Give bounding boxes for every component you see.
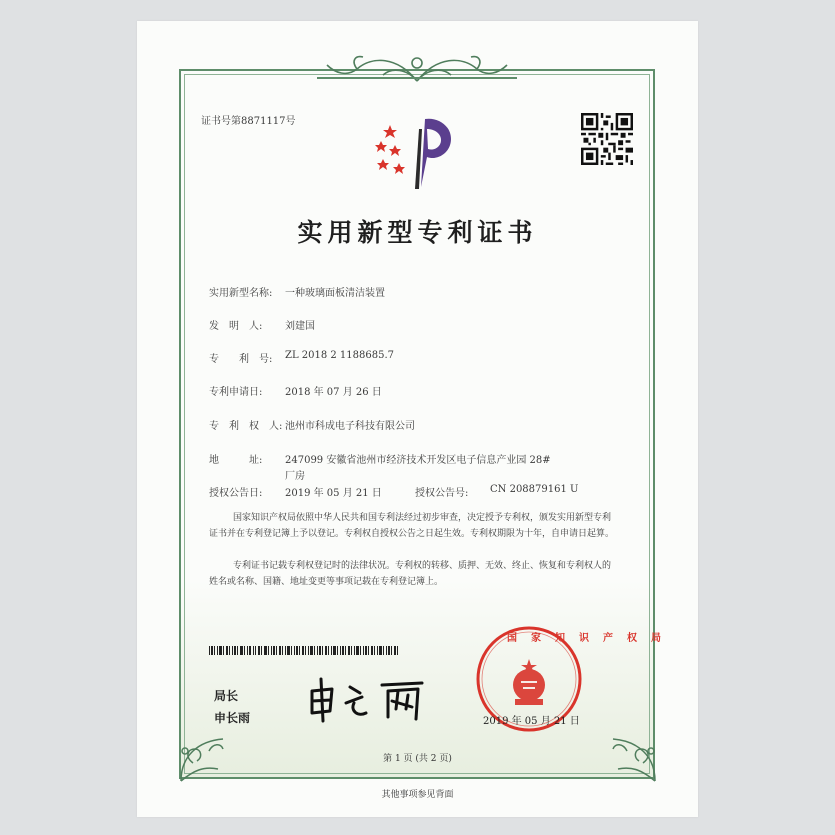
bottom-right-ornament xyxy=(593,711,663,786)
field-value-application-date: 2018 年 07 月 26 日 xyxy=(285,387,382,398)
field-value-inventor: 刘建国 xyxy=(285,321,315,332)
field-value-patentee: 池州市科成电子科技有限公司 xyxy=(285,421,415,432)
cnipa-logo xyxy=(375,107,457,191)
certificate-number: 证书号第8871117号 xyxy=(201,116,296,127)
field-label-name: 实用新型名称: xyxy=(209,288,273,299)
legal-paragraph-2: 专利证书记载专利权登记时的法律状况。专利权的转移、质押、无效、终止、恢复和专利权人的姓名或名称、国籍、地址变更等事项记载在专利登记簿上。 xyxy=(209,561,612,587)
field-label-patent-number: 专 利 号: xyxy=(209,354,273,365)
field-value-grant-date: 2019 年 05 月 21 日 xyxy=(285,488,382,499)
top-ornament xyxy=(317,51,517,91)
field-label-grant-number: 授权公告号: xyxy=(415,488,469,499)
seal-date: 2019 年 05 月 21 日 xyxy=(483,716,580,727)
field-value-name: 一种玻璃面板清洁装置 xyxy=(285,288,385,299)
seal-text: 国家知识产权局 xyxy=(507,633,675,644)
director-name: 申长雨 xyxy=(214,711,251,725)
field-value-grant-number: CN 208879161 U xyxy=(490,484,579,495)
certificate-paper xyxy=(137,21,698,817)
page-indicator: 第 1 页 (共 2 页) xyxy=(383,754,452,764)
director-signature xyxy=(302,673,442,723)
field-label-inventor: 发 明 人: xyxy=(209,321,263,332)
field-label-grant-date: 授权公告日: xyxy=(209,488,263,499)
field-value-address-line1: 247099 安徽省池州市经济技术开发区电子信息产业园 28# xyxy=(285,455,551,466)
field-value-patent-number: ZL 2018 2 1188685.7 xyxy=(285,350,395,361)
field-label-application-date: 专利申请日: xyxy=(209,387,263,398)
legal-paragraph-1: 国家知识产权局依照中华人民共和国专利法经过初步审查，决定授予专利权，颁发实用新型专利证书并在专利登记簿上予以登记。专利权自授权公告之日起生效。专利权期限为十年，自申请日起算。 xyxy=(209,513,615,539)
director-title: 局长 xyxy=(214,689,239,703)
footer-note: 其他事项参见背面 xyxy=(381,790,454,800)
certificate-title: 实用新型专利证书 xyxy=(297,218,538,247)
field-label-address: 地 址: xyxy=(209,455,263,466)
barcode xyxy=(209,646,399,655)
field-value-address-line2: 厂房 xyxy=(285,471,305,482)
qr-code xyxy=(581,113,633,165)
field-label-patentee: 专 利 权 人: xyxy=(209,421,283,432)
